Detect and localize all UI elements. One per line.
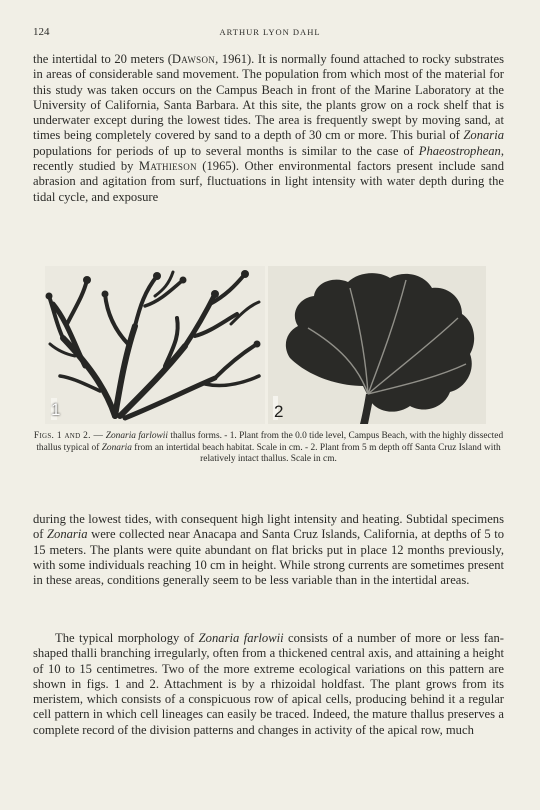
species-name: Zonaria farlowii [105, 431, 169, 441]
page-header [33, 26, 507, 40]
figure-2-photo [268, 266, 486, 424]
citation-dawson: Dawson [171, 52, 216, 66]
paragraph-intertidal [33, 52, 504, 205]
paragraph-text: during the lowest tides, with consequent high light intensity and heating. Subtidal specimens of Zonaria were collected near Anacapa and Santa Cruz Islands, California, at depths of 5 to 15 meters. The plants were quite abundant on flat bricks put in place 12 months previously, with some individuals reaching 10 cm in height. While strong currents are sometimes present in these areas, conditions generally seem to be less variable than in the intertidal areas. [33, 512, 505, 588]
figure-row [45, 266, 486, 424]
figure-1-photo [45, 266, 265, 424]
genus-name: Zonaria [47, 527, 88, 542]
paragraph-subtidal [33, 512, 504, 588]
genus-name: Zonaria [463, 128, 504, 143]
citation-mathieson: Mathieson [138, 159, 197, 174]
figure-2-label: 2 [274, 402, 284, 421]
species-name: Zonaria farlowii [198, 631, 284, 645]
genus-name: Phaeostrophean [418, 143, 501, 158]
running-head: ARTHUR LYON DAHL [219, 27, 321, 37]
figure-caption: Figs. 1 and 2. — Zonaria farlowii thallus forms. - 1. Plant from the 0.0 tide level, Campus Beach, with the highly dissected thallus typical of Zonaria from an intertidal beach habitat. Scale in cm. - 2. Plant from 5 m depth off Santa Cruz Island with relatively intact thallus. Scale in cm. [33, 431, 504, 465]
paragraph-text: The typical morphology of Zonaria farlowii consists of a number of more or less fan-shaped thalli branching irregularly, often from a thickened central axis, and attaining a height of 10 to 15 centimetres. Two of the more extreme ecological variations on this pattern are shown in figs. 1 and 2. Attachment is by a rhizoidal holdfast. The plant grows from its meristem, which consists of a conspicuous row of apical cells, producing behind it a regular cell pattern in which cell lineages can easily be traced. Indeed, the mature thallus preserves a complete record of the division patterns and changes in activity of the apical row, much [33, 631, 504, 737]
page-number: 124 [33, 26, 50, 38]
paragraph-text: the intertidal to 20 meters (Dawson, 1961). It is normally found attached to rocky substrates in areas of considerable sand movement. The population from which most of the material for this study was taken occurs on the Campus Beach in front of the Marine Laboratory at the University of California, Santa Barbara. At this site, the plants grow on a rock shelf that is underwater except during the lowest tides. The area is frequently swept by moving sand, at times being completely covered by sand to a depth of 30 cm or more. This burial of Zonaria populations for periods of up to several months is similar to the case of Phaeostrophean, recently studied by Mathieson (1965). Other environmental factors present include sand abrasion and agitation from surf, fluctuations in light intensity with water depth during the tidal cycle, and exposure [33, 52, 504, 204]
figure-1-label: 1 [51, 400, 61, 419]
genus-name: Zonaria [101, 442, 132, 453]
paragraph-morphology [33, 631, 504, 738]
